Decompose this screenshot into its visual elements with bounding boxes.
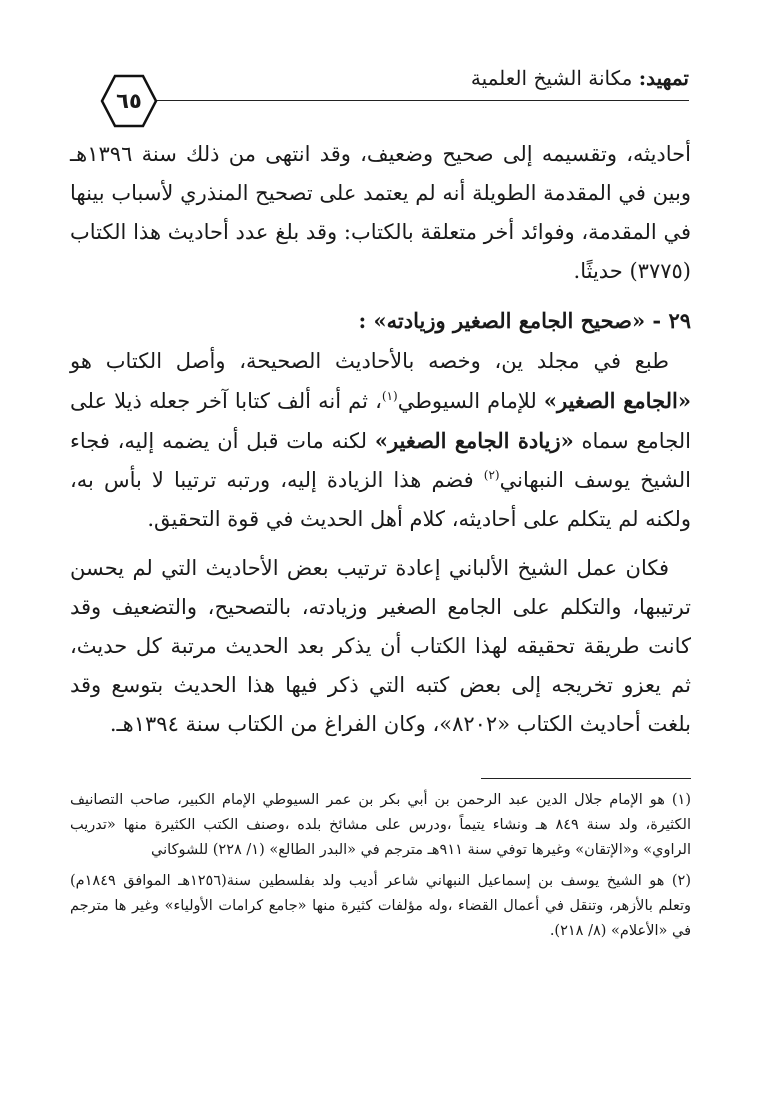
paragraph-2-part-a: طبع في مجلد ين، وخصه بالأحاديث الصحيحة، وأصل الكتاب هو <box>70 349 669 373</box>
book-title-ziyada: «زيادة الجامع الصغير» <box>374 428 574 453</box>
header-title <box>471 66 689 90</box>
header-title-rest: مكانة الشيخ العلمية <box>470 66 639 90</box>
heading-colon: : <box>358 308 374 333</box>
paragraph-2-part-g: فضم هذا الزيادة إليه، ورتبه ترتيبا لا بأس به، ولكنه لم يتكلم على أحاديثه، كلام أهل الحديث في قوة التحقيق. <box>70 468 691 531</box>
paragraph-1: أحاديثه، وتقسيمه إلى صحيح وضعيف، وقد انتهى من ذلك سنة ١٣٩٦هـ وبين في المقدمة الطويلة أنه لم يعتمد على تصحيح المنذري لأسباب بينها في المقدمة، وفوائد أخر متعلقة بالكتاب: وقد بلغ عدد أحاديث هذا الكتاب (٣٧٧٥) حديثًا. <box>70 142 691 283</box>
footnote-2: (٢) هو الشيخ يوسف بن إسماعيل النبهاني شاعر أديب ولد بفلسطين سنة(١٢٥٦هـ الموافق ١٨٤٩م) وتعلم بالأزهر، وتنقل في أعمال القضاء ،وله مؤلفات كثيرة منها «جامع كرامات الأولياء» وغير ها مترجم في «الأعلام» (٨/ ٢١٨). <box>70 873 691 939</box>
paragraph-2-part-f: لكنه مات قبل أن يضمه إليه، فجاء الشيخ يوسف النبهاني <box>70 429 691 492</box>
book-title-jami-saghir: «الجامع الصغير» <box>543 388 691 413</box>
main-text <box>70 135 691 744</box>
paragraph-2-part-c: للإمام السيوطي <box>397 389 544 413</box>
section-heading <box>70 301 691 340</box>
footnote-ref-2[interactable]: (٢) <box>483 468 500 482</box>
footnote-1: (١) هو الإمام جلال الدين عبد الرحمن بن أبي بكر بن عمر السيوطي الإمام الكبير، صاحب التصانيف الكثيرة، ولد سنة ٨٤٩ هـ ونشاء يتيماً ،ودرس على مشائخ بلده ،وصنف الكتب الكثيرة منها «تدريب الراوي» و«الإتقان» وغيرها توفي سنة ٩١١هـ مترجم في «البدر الطالع» (١/ ٢٢٨) للشوكاني <box>70 792 692 858</box>
page-number: ٦٥ <box>116 89 142 113</box>
paragraph-3: فكان عمل الشيخ الألباني إعادة ترتيب بعض الأحاديث التي لم يحسن ترتيبها، والتكلم على الجامع الصغير وزيادته، بالتصحيح، والتضعيف وقد كانت طريقة تحقيقه لهذا الكتاب أن يذكر بعد الحديث مرتبة كل حديث، ثم يعزو تخريجه إلى بعض كتبه التي ذكر فيها هذا الحديث بتوسع وقد بلغت أحاديث الكتاب «٨٢٠٢»، وكان الفراغ من الكتاب سنة ١٣٩٤هـ. <box>70 556 691 736</box>
paragraph-2-part-d: ، ثم أنه ألف كتابا آخر جعله ذيلا على الجامع سماه <box>70 389 691 453</box>
running-header <box>100 60 689 120</box>
header-title-bold: تمهيد: <box>638 66 689 90</box>
heading-number: ٢٩ - <box>645 308 691 333</box>
page-number-badge <box>100 72 158 130</box>
footnote-rule <box>481 778 691 779</box>
footnotes <box>70 788 691 950</box>
heading-title: «صحيح الجامع الصغير وزيادته» <box>373 308 646 333</box>
paragraph-2 <box>70 342 691 539</box>
footnote-ref-1[interactable]: (١) <box>381 389 398 403</box>
header-rule <box>152 100 689 101</box>
